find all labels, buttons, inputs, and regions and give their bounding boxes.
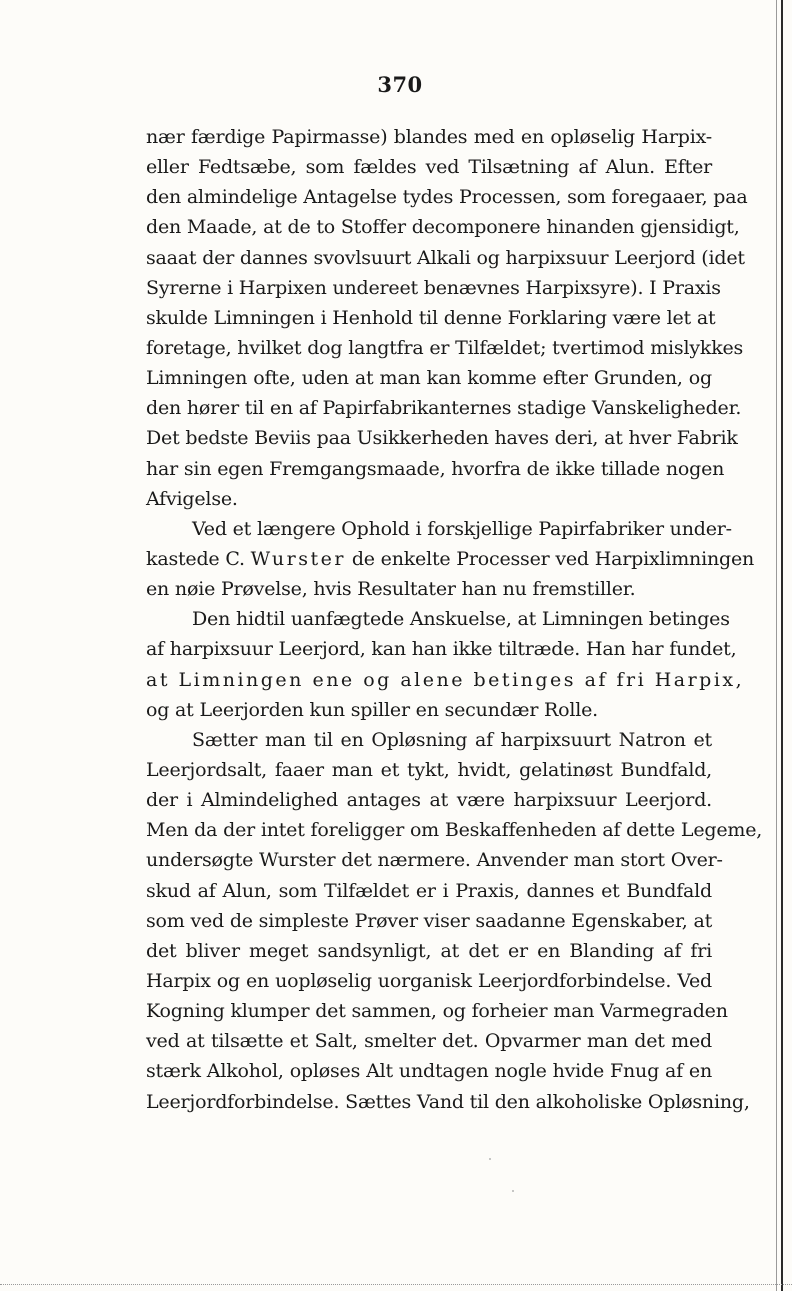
page-number: 370 — [377, 72, 423, 97]
text-line: den hører til en af Papirfabrikanternes stadige Vanskeligheder. — [146, 397, 742, 420]
text-line: Det bedste Beviis paa Usikkerheden haves deri, at hver Fabrik — [146, 427, 738, 450]
text-line: og at Leerjorden kun spiller en secundær Rolle. — [146, 698, 599, 721]
text-line: eller Fedtsæbe, som fældes ved Tilsætning af Alun. Efter — [146, 156, 712, 179]
text-line: Limningen ofte, uden at man kan komme efter Grunden, og — [146, 367, 712, 390]
text-line: en nøie Prøvelse, hvis Resultater han nu fremstiller. — [146, 578, 636, 601]
text-line: stærk Alkohol, opløses Alt undtagen nogle hvide Fnug af en — [146, 1060, 712, 1083]
text-line: som ved de simpleste Prøver viser saadanne Egenskaber, at — [146, 909, 713, 932]
text-line: har sin egen Fremgangsmaade, hvorfra de ikke tillade nogen — [146, 457, 725, 480]
text-line: foretage, hvilket dog langtfra er Tilfældet; tvertimod mislykkes — [146, 336, 744, 359]
text-line: den Maade, at de to Stoffer decomponere hinanden gjensidigt, — [146, 216, 740, 239]
text-line: nær færdige Papirmasse) blandes med en opløselig Harpix- — [146, 126, 712, 148]
bottom-edge-dots — [0, 1284, 792, 1286]
text-segment: kastede C. — [146, 547, 245, 570]
text-line: Kogning klumper det sammen, og forheier man Varmegraden — [146, 1000, 728, 1023]
text-line: undersøgte Wurster det nærmere. Anvender man stort Over- — [146, 849, 723, 872]
body-text — [146, 122, 763, 1117]
text-segment: de enkelte Processer ved Harpixlimningen — [351, 547, 755, 570]
text-line: saaat der dannes svovlsuurt Alkali og harpixsuur Leerjord (idet — [146, 246, 745, 269]
text-line: Men da der intet foreligger om Beskaffenheden af dette Legeme, — [146, 819, 763, 842]
text-line: Sætter man til en Opløsning af harpixsuurt Natron et — [192, 728, 712, 751]
text-line-emphasis: at Limningen ene og alene betinges af fri Harpix, — [146, 668, 745, 691]
text-line: skud af Alun, som Tilfældet er i Praxis, dannes et Bundfald — [146, 879, 712, 902]
text-line: Ved et længere Ophold i forskjellige Papirfabriker under- — [192, 517, 732, 540]
page-edge-rule — [781, 0, 783, 1291]
text-line: det bliver meget sandsynligt, at det er en Blanding af fri — [146, 939, 712, 962]
page-edge-rule-thin — [776, 0, 777, 1291]
text-line: der i Almindelighed antages at være harpixsuur Leerjord. — [146, 789, 712, 812]
text-line-mixed — [146, 544, 755, 574]
text-line: Den hidtil uanfægtede Anskuelse, at Limningen betinges — [192, 608, 730, 631]
text-line: skulde Limningen i Henhold til denne Forklaring være let at — [146, 306, 716, 329]
paper-speck — [489, 1158, 491, 1160]
text-line: ved at tilsætte et Salt, smelter det. Opvarmer man det med — [146, 1030, 712, 1053]
text-line: Leerjordsalt, faaer man et tykt, hvidt, gelatinøst Bundfald, — [146, 758, 712, 781]
text-line: Afvigelse. — [146, 487, 238, 510]
text-line: af harpixsuur Leerjord, kan han ikke tiltræde. Han har fundet, — [146, 638, 737, 661]
paper-speck — [512, 1190, 514, 1192]
text-line: den almindelige Antagelse tydes Processen, som foregaaer, paa — [146, 186, 748, 209]
text-line: Syrerne i Harpixen undereet benævnes Harpixsyre). I Praxis — [146, 276, 721, 299]
text-line: Leerjordforbindelse. Sættes Vand til den alkoholiske Opløsning, — [146, 1090, 750, 1113]
text-line: Harpix og en uopløselig uorganisk Leerjordforbindelse. Ved — [146, 969, 712, 992]
author-name-spaced: Wurster — [250, 547, 346, 570]
